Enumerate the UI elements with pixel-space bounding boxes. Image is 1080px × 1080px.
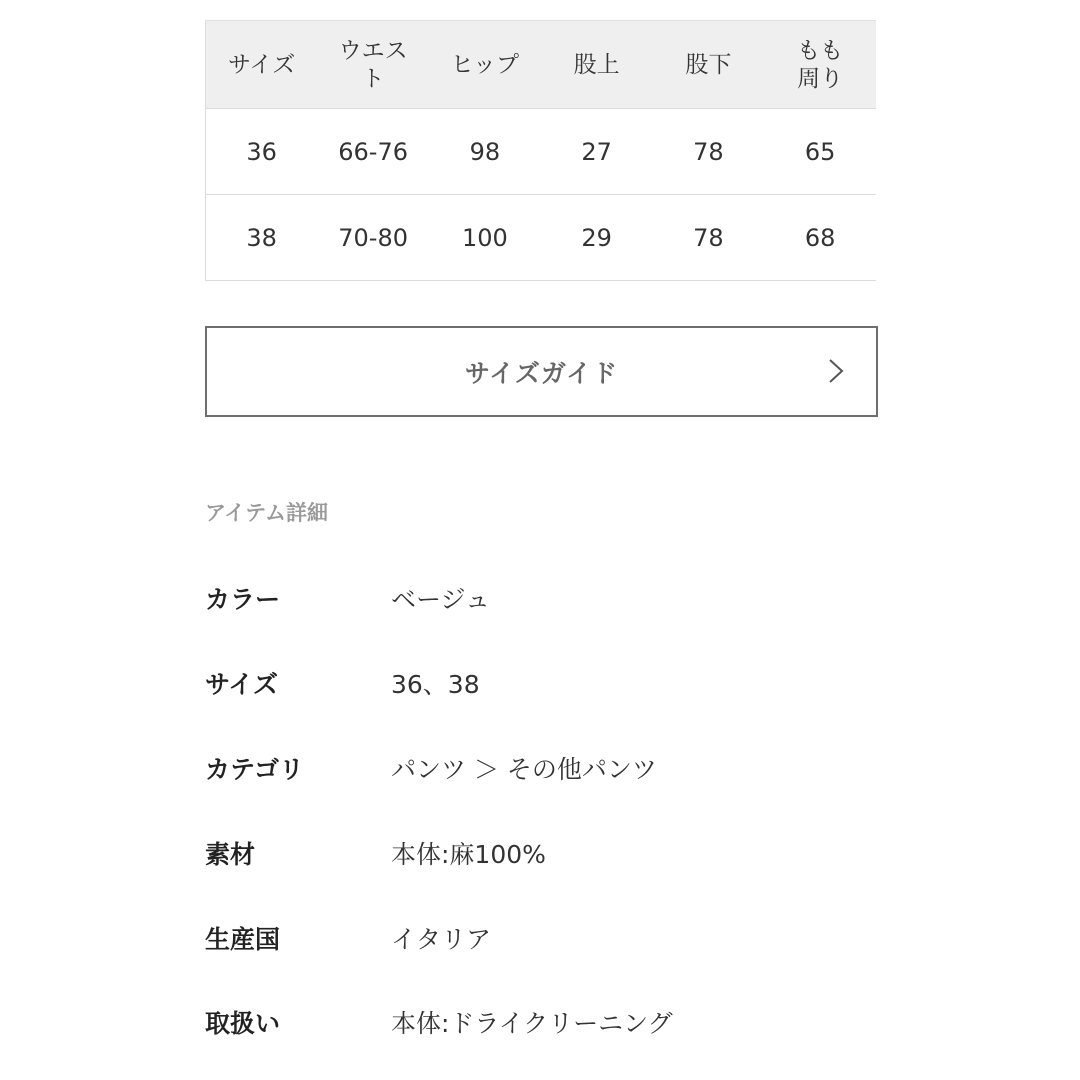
header-line: 股下 xyxy=(685,51,732,78)
detail-row-color xyxy=(205,578,876,618)
header-line: 股上 xyxy=(573,51,620,78)
header-line: もも xyxy=(797,37,844,64)
detail-value: 36、38 xyxy=(391,670,480,699)
table-row xyxy=(206,195,877,281)
size-table xyxy=(205,20,876,281)
header-waist xyxy=(317,21,429,109)
table-cell-inseam: 78 xyxy=(653,195,765,281)
detail-label: サイズ xyxy=(205,670,279,699)
header-line: ヒップ xyxy=(450,51,520,78)
header-rise xyxy=(541,21,653,109)
detail-value: パンツ ＞ その他パンツ xyxy=(391,755,657,784)
detail-value: ベージュ xyxy=(391,585,491,614)
item-details-title: アイテム詳細 xyxy=(205,501,329,525)
detail-row-country xyxy=(205,918,876,958)
table-cell-thigh: 65 xyxy=(764,109,876,195)
detail-value: 本体:ドライクリーニング xyxy=(391,1009,673,1038)
detail-label: カテゴリ xyxy=(205,755,305,784)
chevron-right-icon xyxy=(822,358,848,384)
table-cell-rise: 29 xyxy=(541,195,653,281)
table-cell-size: 36 xyxy=(206,109,318,195)
table-cell-waist: 70-80 xyxy=(317,195,429,281)
header-inseam xyxy=(653,21,765,109)
detail-row-care xyxy=(205,1002,876,1042)
detail-value: 本体:麻100% xyxy=(391,840,546,869)
detail-value: イタリア xyxy=(391,925,492,954)
table-cell-waist: 66-76 xyxy=(317,109,429,195)
detail-label: カラー xyxy=(205,585,281,614)
detail-row-category xyxy=(205,748,876,788)
detail-row-material xyxy=(205,833,876,873)
table-cell-rise: 27 xyxy=(541,109,653,195)
size-table-container xyxy=(205,20,876,281)
header-hip xyxy=(429,21,541,109)
size-guide-label: サイズガイド xyxy=(464,358,619,388)
table-cell-inseam: 78 xyxy=(653,109,765,195)
header-size xyxy=(206,21,318,109)
table-cell-size: 38 xyxy=(206,195,318,281)
detail-label: 生産国 xyxy=(205,925,281,954)
header-line: 周り xyxy=(797,65,844,92)
header-line: ウエス xyxy=(338,37,408,64)
detail-row-size xyxy=(205,663,876,703)
table-row xyxy=(206,109,877,195)
detail-label: 素材 xyxy=(205,840,256,869)
table-cell-hip: 98 xyxy=(429,109,541,195)
detail-label: 取扱い xyxy=(205,1009,281,1038)
table-cell-hip: 100 xyxy=(429,195,541,281)
header-line: ト xyxy=(361,65,385,92)
size-guide-button[interactable] xyxy=(205,326,878,417)
header-line: サイズ xyxy=(228,51,296,78)
table-cell-thigh: 68 xyxy=(764,195,876,281)
header-thigh xyxy=(764,21,876,109)
size-table-header-row xyxy=(206,21,877,109)
